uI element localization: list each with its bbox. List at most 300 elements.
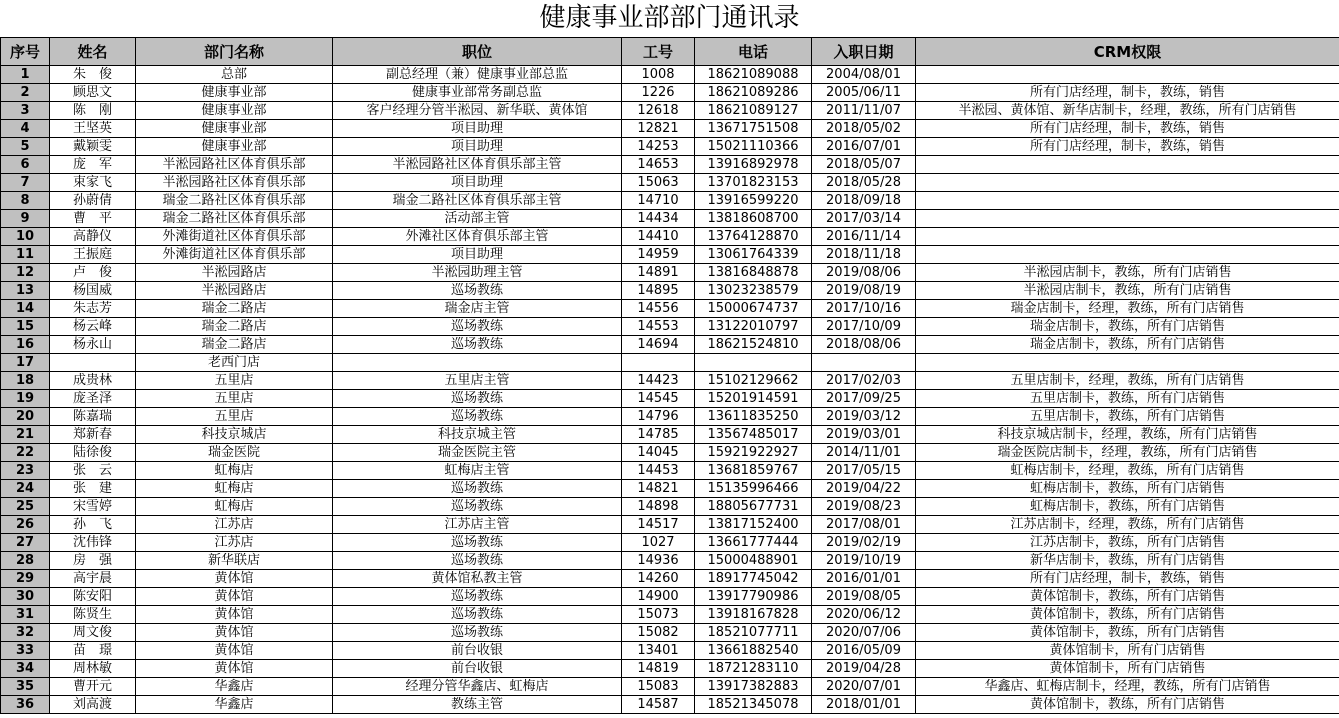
- phone-cell[interactable]: 13817152400: [695, 516, 812, 534]
- hire-date-cell[interactable]: 2005/06/11: [812, 84, 916, 102]
- name-cell[interactable]: 朱 俊: [50, 66, 136, 84]
- employee-id-cell[interactable]: 14785: [622, 426, 695, 444]
- name-cell[interactable]: 刘高渡: [50, 696, 136, 714]
- crm-permissions-cell[interactable]: 所有门店经理，制卡，教练，销售: [916, 570, 1339, 588]
- seq-cell[interactable]: 16: [1, 336, 50, 354]
- employee-id-cell[interactable]: 14260: [622, 570, 695, 588]
- position-cell[interactable]: 副总经理（兼）健康事业部总监: [333, 66, 622, 84]
- hire-date-cell[interactable]: 2020/07/06: [812, 624, 916, 642]
- position-cell[interactable]: 瑞金店主管: [333, 300, 622, 318]
- seq-cell[interactable]: 32: [1, 624, 50, 642]
- position-cell[interactable]: 半淞园助理主管: [333, 264, 622, 282]
- phone-cell[interactable]: 13916599220: [695, 192, 812, 210]
- hire-date-cell[interactable]: 2019/08/05: [812, 588, 916, 606]
- employee-id-cell[interactable]: 14410: [622, 228, 695, 246]
- hire-date-cell[interactable]: 2017/02/03: [812, 372, 916, 390]
- crm-permissions-cell[interactable]: 黄体馆制卡，所有门店销售: [916, 660, 1339, 678]
- department-cell[interactable]: 黄体馆: [136, 624, 333, 642]
- phone-cell[interactable]: 15135996466: [695, 480, 812, 498]
- position-cell[interactable]: 项目助理: [333, 120, 622, 138]
- phone-cell[interactable]: 13023238579: [695, 282, 812, 300]
- hire-date-cell[interactable]: 2018/09/18: [812, 192, 916, 210]
- name-cell[interactable]: 宋雪婷: [50, 498, 136, 516]
- column-header-hire-date[interactable]: 入职日期: [812, 38, 916, 66]
- employee-id-cell[interactable]: 14517: [622, 516, 695, 534]
- department-cell[interactable]: 虹梅店: [136, 480, 333, 498]
- seq-cell[interactable]: 3: [1, 102, 50, 120]
- position-cell[interactable]: 前台收银: [333, 642, 622, 660]
- seq-cell[interactable]: 14: [1, 300, 50, 318]
- position-cell[interactable]: 巡场教练: [333, 534, 622, 552]
- name-cell[interactable]: 张 云: [50, 462, 136, 480]
- column-header-crm-permissions[interactable]: CRM权限: [916, 38, 1339, 66]
- hire-date-cell[interactable]: 2019/03/12: [812, 408, 916, 426]
- crm-permissions-cell[interactable]: 华鑫店、虹梅店制卡，经理，教练，所有门店销售: [916, 678, 1339, 696]
- employee-id-cell[interactable]: 14545: [622, 390, 695, 408]
- employee-id-cell[interactable]: 1226: [622, 84, 695, 102]
- column-header-phone[interactable]: 电话: [695, 38, 812, 66]
- phone-cell[interactable]: 15021110366: [695, 138, 812, 156]
- crm-permissions-cell[interactable]: 黄体馆制卡，教练，所有门店销售: [916, 624, 1339, 642]
- department-cell[interactable]: 黄体馆: [136, 606, 333, 624]
- crm-permissions-cell[interactable]: 半淞园店制卡，教练，所有门店销售: [916, 282, 1339, 300]
- hire-date-cell[interactable]: 2017/03/14: [812, 210, 916, 228]
- name-cell[interactable]: 高宇晨: [50, 570, 136, 588]
- name-cell[interactable]: 庞圣泽: [50, 390, 136, 408]
- seq-cell[interactable]: 25: [1, 498, 50, 516]
- employee-id-cell[interactable]: 15063: [622, 174, 695, 192]
- employee-id-cell[interactable]: 14423: [622, 372, 695, 390]
- phone-cell[interactable]: 13681859767: [695, 462, 812, 480]
- department-cell[interactable]: 外滩街道社区体育俱乐部: [136, 228, 333, 246]
- crm-permissions-cell[interactable]: 新华店制卡，教练，所有门店销售: [916, 552, 1339, 570]
- department-cell[interactable]: 虹梅店: [136, 498, 333, 516]
- seq-cell[interactable]: 34: [1, 660, 50, 678]
- position-cell[interactable]: 项目助理: [333, 138, 622, 156]
- seq-cell[interactable]: 2: [1, 84, 50, 102]
- department-cell[interactable]: 半淞园路店: [136, 282, 333, 300]
- department-cell[interactable]: 外滩街道社区体育俱乐部: [136, 246, 333, 264]
- seq-cell[interactable]: 6: [1, 156, 50, 174]
- name-cell[interactable]: 朱志芳: [50, 300, 136, 318]
- department-cell[interactable]: 黄体馆: [136, 570, 333, 588]
- crm-permissions-cell[interactable]: [916, 246, 1339, 264]
- seq-cell[interactable]: 10: [1, 228, 50, 246]
- crm-permissions-cell[interactable]: 所有门店经理，制卡，教练，销售: [916, 84, 1339, 102]
- employee-id-cell[interactable]: 14556: [622, 300, 695, 318]
- crm-permissions-cell[interactable]: 半淞园店制卡，教练，所有门店销售: [916, 264, 1339, 282]
- phone-cell[interactable]: 13917382883: [695, 678, 812, 696]
- department-cell[interactable]: 瑞金医院: [136, 444, 333, 462]
- name-cell[interactable]: 杨永山: [50, 336, 136, 354]
- phone-cell[interactable]: 13918167828: [695, 606, 812, 624]
- name-cell[interactable]: 周林敏: [50, 660, 136, 678]
- employee-id-cell[interactable]: 15073: [622, 606, 695, 624]
- position-cell[interactable]: 巡场教练: [333, 624, 622, 642]
- department-cell[interactable]: 总部: [136, 66, 333, 84]
- name-cell[interactable]: 陈贤生: [50, 606, 136, 624]
- position-cell[interactable]: 巡场教练: [333, 390, 622, 408]
- crm-permissions-cell[interactable]: [916, 210, 1339, 228]
- hire-date-cell[interactable]: 2020/06/12: [812, 606, 916, 624]
- phone-cell[interactable]: 18621524810: [695, 336, 812, 354]
- seq-cell[interactable]: 20: [1, 408, 50, 426]
- crm-permissions-cell[interactable]: 虹梅店制卡，教练，所有门店销售: [916, 498, 1339, 516]
- hire-date-cell[interactable]: 2019/02/19: [812, 534, 916, 552]
- position-cell[interactable]: 巡场教练: [333, 606, 622, 624]
- phone-cell[interactable]: 18917745042: [695, 570, 812, 588]
- name-cell[interactable]: 杨国威: [50, 282, 136, 300]
- employee-id-cell[interactable]: 15083: [622, 678, 695, 696]
- position-cell[interactable]: 客户经理分管半淞园、新华联、黄体馆: [333, 102, 622, 120]
- hire-date-cell[interactable]: 2016/11/14: [812, 228, 916, 246]
- hire-date-cell[interactable]: 2017/10/09: [812, 318, 916, 336]
- crm-permissions-cell[interactable]: 瑞金店制卡，教练，所有门店销售: [916, 336, 1339, 354]
- employee-id-cell[interactable]: 14553: [622, 318, 695, 336]
- seq-cell[interactable]: 7: [1, 174, 50, 192]
- position-cell[interactable]: 巡场教练: [333, 408, 622, 426]
- position-cell[interactable]: 瑞金医院主管: [333, 444, 622, 462]
- name-cell[interactable]: 郑新春: [50, 426, 136, 444]
- phone-cell[interactable]: 13122010797: [695, 318, 812, 336]
- employee-id-cell[interactable]: 14898: [622, 498, 695, 516]
- hire-date-cell[interactable]: [812, 354, 916, 372]
- position-cell[interactable]: 巡场教练: [333, 480, 622, 498]
- hire-date-cell[interactable]: 2017/09/25: [812, 390, 916, 408]
- name-cell[interactable]: [50, 354, 136, 372]
- seq-cell[interactable]: 1: [1, 66, 50, 84]
- name-cell[interactable]: 陈嘉瑞: [50, 408, 136, 426]
- department-cell[interactable]: 新华联店: [136, 552, 333, 570]
- crm-permissions-cell[interactable]: 所有门店经理，制卡，教练，销售: [916, 138, 1339, 156]
- position-cell[interactable]: 科技京城主管: [333, 426, 622, 444]
- phone-cell[interactable]: 13671751508: [695, 120, 812, 138]
- column-header-employee-id[interactable]: 工号: [622, 38, 695, 66]
- crm-permissions-cell[interactable]: 五里店制卡，教练，所有门店销售: [916, 390, 1339, 408]
- seq-cell[interactable]: 27: [1, 534, 50, 552]
- position-cell[interactable]: 五里店主管: [333, 372, 622, 390]
- position-cell[interactable]: 巡场教练: [333, 552, 622, 570]
- hire-date-cell[interactable]: 2019/08/19: [812, 282, 916, 300]
- position-cell[interactable]: 前台收银: [333, 660, 622, 678]
- seq-cell[interactable]: 5: [1, 138, 50, 156]
- phone-cell[interactable]: 13061764339: [695, 246, 812, 264]
- seq-cell[interactable]: 18: [1, 372, 50, 390]
- phone-cell[interactable]: 13818608700: [695, 210, 812, 228]
- phone-cell[interactable]: 18621089127: [695, 102, 812, 120]
- name-cell[interactable]: 陈安阳: [50, 588, 136, 606]
- employee-id-cell[interactable]: 14694: [622, 336, 695, 354]
- seq-cell[interactable]: 4: [1, 120, 50, 138]
- hire-date-cell[interactable]: 2017/10/16: [812, 300, 916, 318]
- seq-cell[interactable]: 33: [1, 642, 50, 660]
- contact-table: [0, 37, 1339, 714]
- phone-cell[interactable]: 13816848878: [695, 264, 812, 282]
- position-cell[interactable]: 巡场教练: [333, 318, 622, 336]
- table-row: [1, 498, 1339, 516]
- phone-cell[interactable]: 15102129662: [695, 372, 812, 390]
- seq-cell[interactable]: 22: [1, 444, 50, 462]
- name-cell[interactable]: 顾思文: [50, 84, 136, 102]
- seq-cell[interactable]: 30: [1, 588, 50, 606]
- phone-cell[interactable]: 18805677731: [695, 498, 812, 516]
- name-cell[interactable]: 周文俊: [50, 624, 136, 642]
- hire-date-cell[interactable]: 2018/05/28: [812, 174, 916, 192]
- crm-permissions-cell[interactable]: [916, 192, 1339, 210]
- seq-cell[interactable]: 28: [1, 552, 50, 570]
- department-cell[interactable]: 五里店: [136, 408, 333, 426]
- employee-id-cell[interactable]: 14821: [622, 480, 695, 498]
- employee-id-cell[interactable]: 14895: [622, 282, 695, 300]
- hire-date-cell[interactable]: 2018/05/02: [812, 120, 916, 138]
- name-cell[interactable]: 陈 刚: [50, 102, 136, 120]
- crm-permissions-cell[interactable]: 科技京城店制卡，经理，教练，所有门店销售: [916, 426, 1339, 444]
- hire-date-cell[interactable]: 2017/08/01: [812, 516, 916, 534]
- phone-cell[interactable]: 18621089088: [695, 66, 812, 84]
- phone-cell[interactable]: 18521077711: [695, 624, 812, 642]
- position-cell[interactable]: 巡场教练: [333, 498, 622, 516]
- crm-permissions-cell[interactable]: 半淞园、黄体馆、新华店制卡，经理，教练，所有门店销售: [916, 102, 1339, 120]
- seq-cell[interactable]: 23: [1, 462, 50, 480]
- crm-permissions-cell[interactable]: 虹梅店制卡，经理，教练，所有门店销售: [916, 462, 1339, 480]
- department-cell[interactable]: 健康事业部: [136, 84, 333, 102]
- phone-cell[interactable]: 13567485017: [695, 426, 812, 444]
- seq-cell[interactable]: 19: [1, 390, 50, 408]
- seq-cell[interactable]: 21: [1, 426, 50, 444]
- department-cell[interactable]: 科技京城店: [136, 426, 333, 444]
- table-row: [1, 588, 1339, 606]
- phone-cell[interactable]: 18621089286: [695, 84, 812, 102]
- position-cell[interactable]: 瑞金二路社区体育俱乐部主管: [333, 192, 622, 210]
- position-cell[interactable]: 半淞园路社区体育俱乐部主管: [333, 156, 622, 174]
- name-cell[interactable]: 卢 俊: [50, 264, 136, 282]
- seq-cell[interactable]: 36: [1, 696, 50, 714]
- hire-date-cell[interactable]: 2011/11/07: [812, 102, 916, 120]
- position-cell[interactable]: 经理分管华鑫店、虹梅店: [333, 678, 622, 696]
- crm-permissions-cell[interactable]: 黄体馆制卡，教练，所有门店销售: [916, 588, 1339, 606]
- hire-date-cell[interactable]: 2016/01/01: [812, 570, 916, 588]
- employee-id-cell[interactable]: 15082: [622, 624, 695, 642]
- department-cell[interactable]: 黄体馆: [136, 642, 333, 660]
- department-cell[interactable]: 瑞金二路店: [136, 336, 333, 354]
- position-cell[interactable]: 江苏店主管: [333, 516, 622, 534]
- phone-cell[interactable]: 13661777444: [695, 534, 812, 552]
- name-cell[interactable]: 沈伟锋: [50, 534, 136, 552]
- employee-id-cell[interactable]: 13401: [622, 642, 695, 660]
- employee-id-cell[interactable]: 14796: [622, 408, 695, 426]
- department-cell[interactable]: 华鑫店: [136, 696, 333, 714]
- hire-date-cell[interactable]: 2018/08/06: [812, 336, 916, 354]
- hire-date-cell[interactable]: 2019/08/06: [812, 264, 916, 282]
- department-cell[interactable]: 健康事业部: [136, 102, 333, 120]
- hire-date-cell[interactable]: 2019/08/23: [812, 498, 916, 516]
- employee-id-cell[interactable]: 14936: [622, 552, 695, 570]
- name-cell[interactable]: 王坚英: [50, 120, 136, 138]
- name-cell[interactable]: 房 强: [50, 552, 136, 570]
- name-cell[interactable]: 苗 璟: [50, 642, 136, 660]
- employee-id-cell[interactable]: 14045: [622, 444, 695, 462]
- column-header-department[interactable]: 部门名称: [136, 38, 333, 66]
- phone-cell[interactable]: 15201914591: [695, 390, 812, 408]
- crm-permissions-cell[interactable]: [916, 228, 1339, 246]
- table-row: [1, 102, 1339, 120]
- seq-cell[interactable]: 26: [1, 516, 50, 534]
- phone-cell[interactable]: 15921922927: [695, 444, 812, 462]
- crm-permissions-cell[interactable]: [916, 354, 1339, 372]
- position-cell[interactable]: 健康事业部常务副总监: [333, 84, 622, 102]
- employee-id-cell[interactable]: 14710: [622, 192, 695, 210]
- employee-id-cell[interactable]: 12821: [622, 120, 695, 138]
- crm-permissions-cell[interactable]: 瑞金店制卡，教练，所有门店销售: [916, 318, 1339, 336]
- column-header-name[interactable]: 姓名: [50, 38, 136, 66]
- phone-cell[interactable]: 18721283110: [695, 660, 812, 678]
- employee-id-cell[interactable]: 14253: [622, 138, 695, 156]
- name-cell[interactable]: 王振庭: [50, 246, 136, 264]
- seq-cell[interactable]: 31: [1, 606, 50, 624]
- seq-cell[interactable]: 15: [1, 318, 50, 336]
- department-cell[interactable]: 江苏店: [136, 516, 333, 534]
- employee-id-cell[interactable]: 1008: [622, 66, 695, 84]
- position-cell[interactable]: 巡场教练: [333, 336, 622, 354]
- phone-cell[interactable]: 13701823153: [695, 174, 812, 192]
- employee-id-cell[interactable]: 14653: [622, 156, 695, 174]
- position-cell[interactable]: [333, 354, 622, 372]
- department-cell[interactable]: 瑞金二路店: [136, 300, 333, 318]
- hire-date-cell[interactable]: 2019/04/28: [812, 660, 916, 678]
- seq-cell[interactable]: 24: [1, 480, 50, 498]
- department-cell[interactable]: 五里店: [136, 390, 333, 408]
- hire-date-cell[interactable]: 2018/01/01: [812, 696, 916, 714]
- phone-cell[interactable]: 13917790986: [695, 588, 812, 606]
- name-cell[interactable]: 成贵林: [50, 372, 136, 390]
- seq-cell[interactable]: 11: [1, 246, 50, 264]
- hire-date-cell[interactable]: 2016/05/09: [812, 642, 916, 660]
- position-cell[interactable]: 活动部主管: [333, 210, 622, 228]
- employee-id-cell[interactable]: 14453: [622, 462, 695, 480]
- phone-cell[interactable]: 13611835250: [695, 408, 812, 426]
- department-cell[interactable]: 瑞金二路社区体育俱乐部: [136, 210, 333, 228]
- position-cell[interactable]: 教练主管: [333, 696, 622, 714]
- crm-permissions-cell[interactable]: [916, 66, 1339, 84]
- phone-cell[interactable]: [695, 354, 812, 372]
- hire-date-cell[interactable]: 2017/05/15: [812, 462, 916, 480]
- hire-date-cell[interactable]: 2004/08/01: [812, 66, 916, 84]
- department-cell[interactable]: 五里店: [136, 372, 333, 390]
- crm-permissions-cell[interactable]: 五里店制卡，教练，所有门店销售: [916, 408, 1339, 426]
- hire-date-cell[interactable]: 2019/10/19: [812, 552, 916, 570]
- crm-permissions-cell[interactable]: [916, 174, 1339, 192]
- position-cell[interactable]: 项目助理: [333, 174, 622, 192]
- phone-cell[interactable]: 18521345078: [695, 696, 812, 714]
- seq-cell[interactable]: 12: [1, 264, 50, 282]
- employee-id-cell[interactable]: 14959: [622, 246, 695, 264]
- employee-id-cell[interactable]: 14819: [622, 660, 695, 678]
- department-cell[interactable]: 虹梅店: [136, 462, 333, 480]
- department-cell[interactable]: 瑞金二路社区体育俱乐部: [136, 192, 333, 210]
- seq-cell[interactable]: 17: [1, 354, 50, 372]
- name-cell[interactable]: 束家飞: [50, 174, 136, 192]
- hire-date-cell[interactable]: 2018/11/18: [812, 246, 916, 264]
- name-cell[interactable]: 杨云峰: [50, 318, 136, 336]
- employee-id-cell[interactable]: 14891: [622, 264, 695, 282]
- crm-permissions-cell[interactable]: [916, 156, 1339, 174]
- phone-cell[interactable]: 15000674737: [695, 300, 812, 318]
- employee-id-cell[interactable]: 1027: [622, 534, 695, 552]
- crm-permissions-cell[interactable]: 瑞金店制卡，经理，教练，所有门店销售: [916, 300, 1339, 318]
- hire-date-cell[interactable]: 2020/07/01: [812, 678, 916, 696]
- crm-permissions-cell[interactable]: 所有门店经理，制卡，教练，销售: [916, 120, 1339, 138]
- name-cell[interactable]: 孙蔚倩: [50, 192, 136, 210]
- position-cell[interactable]: 项目助理: [333, 246, 622, 264]
- phone-cell[interactable]: 13916892978: [695, 156, 812, 174]
- department-cell[interactable]: 瑞金二路店: [136, 318, 333, 336]
- name-cell[interactable]: 张 建: [50, 480, 136, 498]
- seq-cell[interactable]: 8: [1, 192, 50, 210]
- crm-permissions-cell[interactable]: 黄体馆制卡，所有门店销售: [916, 642, 1339, 660]
- name-cell[interactable]: 庞 军: [50, 156, 136, 174]
- department-cell[interactable]: 华鑫店: [136, 678, 333, 696]
- column-header-seq[interactable]: 序号: [1, 38, 50, 66]
- department-cell[interactable]: 半淞园路社区体育俱乐部: [136, 156, 333, 174]
- hire-date-cell[interactable]: 2019/03/01: [812, 426, 916, 444]
- department-cell[interactable]: 半淞园路社区体育俱乐部: [136, 174, 333, 192]
- employee-id-cell[interactable]: 14434: [622, 210, 695, 228]
- employee-id-cell[interactable]: 14900: [622, 588, 695, 606]
- seq-cell[interactable]: 13: [1, 282, 50, 300]
- crm-permissions-cell[interactable]: 江苏店制卡，经理，教练，所有门店销售: [916, 516, 1339, 534]
- employee-id-cell[interactable]: 12618: [622, 102, 695, 120]
- hire-date-cell[interactable]: 2018/05/07: [812, 156, 916, 174]
- hire-date-cell[interactable]: 2016/07/01: [812, 138, 916, 156]
- department-cell[interactable]: 健康事业部: [136, 120, 333, 138]
- crm-permissions-cell[interactable]: 江苏店制卡，教练，所有门店销售: [916, 534, 1339, 552]
- name-cell[interactable]: 曹开元: [50, 678, 136, 696]
- phone-cell[interactable]: 13661882540: [695, 642, 812, 660]
- name-cell[interactable]: 戴颖雯: [50, 138, 136, 156]
- seq-cell[interactable]: 9: [1, 210, 50, 228]
- name-cell[interactable]: 孙 飞: [50, 516, 136, 534]
- department-cell[interactable]: 老西门店: [136, 354, 333, 372]
- crm-permissions-cell[interactable]: 五里店制卡，经理，教练，所有门店销售: [916, 372, 1339, 390]
- department-cell[interactable]: 健康事业部: [136, 138, 333, 156]
- phone-cell[interactable]: 15000488901: [695, 552, 812, 570]
- hire-date-cell[interactable]: 2014/11/01: [812, 444, 916, 462]
- crm-permissions-cell[interactable]: 瑞金医院店制卡，经理，教练，所有门店销售: [916, 444, 1339, 462]
- department-cell[interactable]: 半淞园路店: [136, 264, 333, 282]
- name-cell[interactable]: 高静仪: [50, 228, 136, 246]
- position-cell[interactable]: 巡场教练: [333, 588, 622, 606]
- name-cell[interactable]: 曹 平: [50, 210, 136, 228]
- position-cell[interactable]: 巡场教练: [333, 282, 622, 300]
- seq-cell[interactable]: 29: [1, 570, 50, 588]
- department-cell[interactable]: 黄体馆: [136, 660, 333, 678]
- crm-permissions-cell[interactable]: 虹梅店制卡，教练，所有门店销售: [916, 480, 1339, 498]
- employee-id-cell[interactable]: 14587: [622, 696, 695, 714]
- name-cell[interactable]: 陆徐俊: [50, 444, 136, 462]
- seq-cell[interactable]: 35: [1, 678, 50, 696]
- crm-permissions-cell[interactable]: 黄体馆制卡，教练，所有门店销售: [916, 606, 1339, 624]
- column-header-position[interactable]: 职位: [333, 38, 622, 66]
- department-cell[interactable]: 黄体馆: [136, 588, 333, 606]
- position-cell[interactable]: 外滩社区体育俱乐部主管: [333, 228, 622, 246]
- hire-date-cell[interactable]: 2019/04/22: [812, 480, 916, 498]
- phone-cell[interactable]: 13764128870: [695, 228, 812, 246]
- position-cell[interactable]: 黄体馆私教主管: [333, 570, 622, 588]
- crm-permissions-cell[interactable]: 黄体馆制卡，教练，所有门店销售: [916, 696, 1339, 714]
- employee-id-cell[interactable]: [622, 354, 695, 372]
- department-cell[interactable]: 江苏店: [136, 534, 333, 552]
- position-cell[interactable]: 虹梅店主管: [333, 462, 622, 480]
